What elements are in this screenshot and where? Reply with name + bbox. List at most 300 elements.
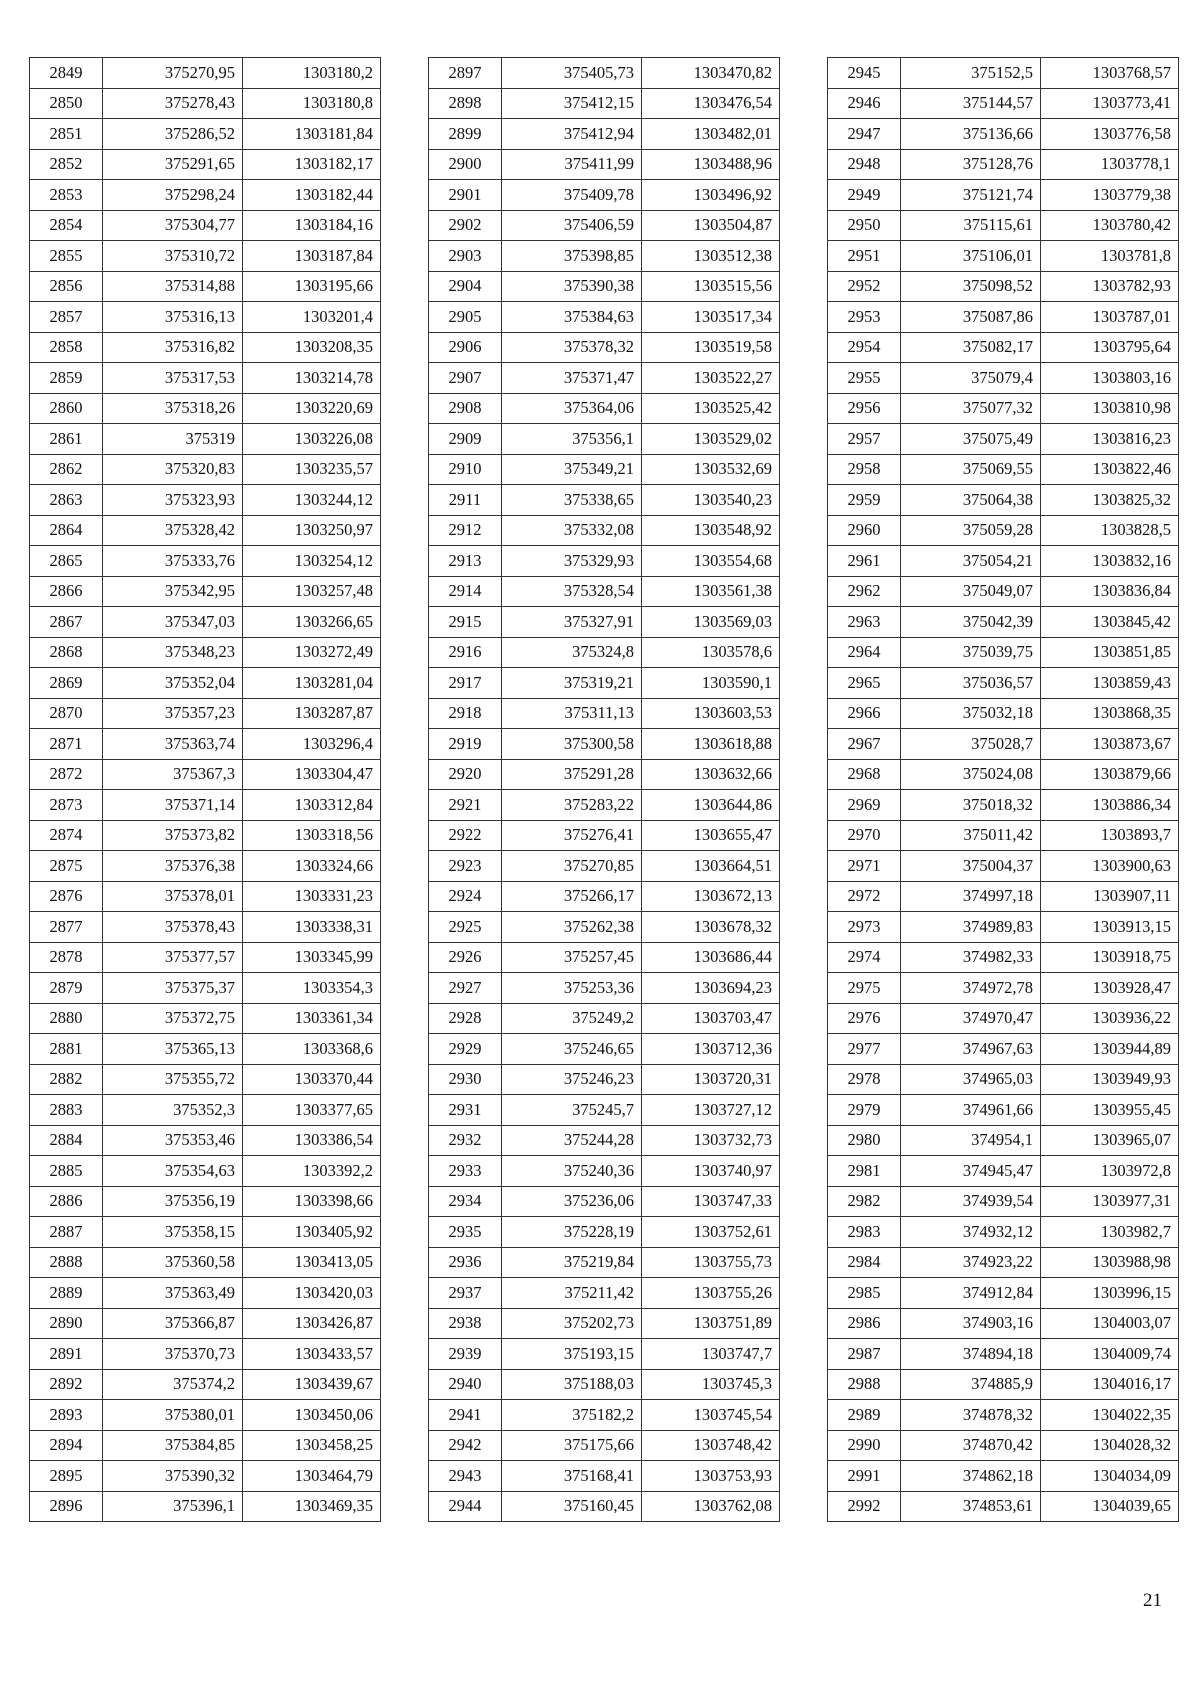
x-coordinate-cell: 374903,16 [901, 1308, 1041, 1339]
y-coordinate-cell: 1303361,34 [243, 1003, 381, 1034]
y-coordinate-cell: 1303257,48 [243, 576, 381, 607]
point-number-cell: 2879 [30, 973, 103, 1004]
point-number-cell: 2970 [828, 820, 901, 851]
point-number-cell: 2897 [429, 58, 502, 89]
point-number-cell: 2854 [30, 210, 103, 241]
point-number-cell: 2898 [429, 88, 502, 119]
y-coordinate-cell: 1303392,2 [243, 1156, 381, 1187]
table-row [429, 637, 780, 668]
x-coordinate-cell: 375406,59 [502, 210, 642, 241]
y-coordinate-cell: 1303470,82 [642, 58, 780, 89]
y-coordinate-cell: 1303803,16 [1041, 363, 1179, 394]
x-coordinate-cell: 375283,22 [502, 790, 642, 821]
table-row [429, 1400, 780, 1431]
y-coordinate-cell: 1303868,35 [1041, 698, 1179, 729]
point-number-cell: 2925 [429, 912, 502, 943]
x-coordinate-cell: 375262,38 [502, 912, 642, 943]
x-coordinate-cell: 375188,03 [502, 1369, 642, 1400]
x-coordinate-cell: 375314,88 [103, 271, 243, 302]
y-coordinate-cell: 1303851,85 [1041, 637, 1179, 668]
x-coordinate-cell: 375352,04 [103, 668, 243, 699]
table-row [30, 1064, 381, 1095]
y-coordinate-cell: 1303678,32 [642, 912, 780, 943]
y-coordinate-cell: 1303644,86 [642, 790, 780, 821]
y-coordinate-cell: 1304039,65 [1041, 1491, 1179, 1522]
point-number-cell: 2954 [828, 332, 901, 363]
point-number-cell: 2888 [30, 1247, 103, 1278]
point-number-cell: 2849 [30, 58, 103, 89]
table-row [30, 1095, 381, 1126]
point-number-cell: 2973 [828, 912, 901, 943]
table-row [429, 1491, 780, 1522]
y-coordinate-cell: 1303522,27 [642, 363, 780, 394]
table-row [429, 1461, 780, 1492]
x-coordinate-cell: 375348,23 [103, 637, 243, 668]
x-coordinate-cell: 375028,7 [901, 729, 1041, 760]
x-coordinate-cell: 375365,13 [103, 1034, 243, 1065]
table-row [828, 241, 1179, 272]
point-number-cell: 2989 [828, 1400, 901, 1431]
x-coordinate-cell: 375384,85 [103, 1430, 243, 1461]
table-row [30, 881, 381, 912]
y-coordinate-cell: 1303928,47 [1041, 973, 1179, 1004]
point-number-cell: 2862 [30, 454, 103, 485]
y-coordinate-cell: 1303740,97 [642, 1156, 780, 1187]
table-row [828, 637, 1179, 668]
point-number-cell: 2857 [30, 302, 103, 333]
table-row [429, 546, 780, 577]
table-row [429, 1125, 780, 1156]
x-coordinate-cell: 375347,03 [103, 607, 243, 638]
x-coordinate-cell: 375378,43 [103, 912, 243, 943]
x-coordinate-cell: 374885,9 [901, 1369, 1041, 1400]
table-row [828, 881, 1179, 912]
table-row [30, 698, 381, 729]
x-coordinate-cell: 375121,74 [901, 180, 1041, 211]
x-coordinate-cell: 375240,36 [502, 1156, 642, 1187]
x-coordinate-cell: 375356,1 [502, 424, 642, 455]
x-coordinate-cell: 375069,55 [901, 454, 1041, 485]
y-coordinate-cell: 1303762,08 [642, 1491, 780, 1522]
table-row [30, 576, 381, 607]
table-row [429, 241, 780, 272]
x-coordinate-cell: 375236,06 [502, 1186, 642, 1217]
point-number-cell: 2893 [30, 1400, 103, 1431]
x-coordinate-cell: 375310,72 [103, 241, 243, 272]
table-row [429, 363, 780, 394]
y-coordinate-cell: 1303226,08 [243, 424, 381, 455]
y-coordinate-cell: 1303180,8 [243, 88, 381, 119]
point-number-cell: 2967 [828, 729, 901, 760]
table-row [828, 149, 1179, 180]
point-number-cell: 2943 [429, 1461, 502, 1492]
point-number-cell: 2952 [828, 271, 901, 302]
x-coordinate-cell: 375390,32 [103, 1461, 243, 1492]
x-coordinate-cell: 375291,65 [103, 149, 243, 180]
point-number-cell: 2874 [30, 820, 103, 851]
x-coordinate-cell: 375011,42 [901, 820, 1041, 851]
table-row [828, 1095, 1179, 1126]
point-number-cell: 2856 [30, 271, 103, 302]
point-number-cell: 2959 [828, 485, 901, 516]
x-coordinate-cell: 375036,57 [901, 668, 1041, 699]
y-coordinate-cell: 1303988,98 [1041, 1247, 1179, 1278]
y-coordinate-cell: 1303787,01 [1041, 302, 1179, 333]
y-coordinate-cell: 1303488,96 [642, 149, 780, 180]
point-number-cell: 2869 [30, 668, 103, 699]
x-coordinate-cell: 375318,26 [103, 393, 243, 424]
x-coordinate-cell: 375378,32 [502, 332, 642, 363]
table-row [429, 1339, 780, 1370]
table-row [30, 668, 381, 699]
table-row [429, 668, 780, 699]
y-coordinate-cell: 1303955,45 [1041, 1095, 1179, 1126]
table-row [828, 1491, 1179, 1522]
point-number-cell: 2914 [429, 576, 502, 607]
x-coordinate-cell: 375257,45 [502, 942, 642, 973]
x-coordinate-cell: 375054,21 [901, 546, 1041, 577]
table-row [429, 424, 780, 455]
point-number-cell: 2871 [30, 729, 103, 760]
x-coordinate-cell: 375115,61 [901, 210, 1041, 241]
x-coordinate-cell: 375278,43 [103, 88, 243, 119]
x-coordinate-cell: 375356,19 [103, 1186, 243, 1217]
point-number-cell: 2883 [30, 1095, 103, 1126]
y-coordinate-cell: 1303377,65 [243, 1095, 381, 1126]
y-coordinate-cell: 1303618,88 [642, 729, 780, 760]
coordinate-table-1 [29, 57, 381, 1522]
page-number: 21 [1143, 1590, 1162, 1611]
table-row [429, 1003, 780, 1034]
point-number-cell: 2889 [30, 1278, 103, 1309]
table-row [429, 393, 780, 424]
y-coordinate-cell: 1303519,58 [642, 332, 780, 363]
y-coordinate-cell: 1303517,34 [642, 302, 780, 333]
point-number-cell: 2913 [429, 546, 502, 577]
table-row [30, 1400, 381, 1431]
table-row [30, 1217, 381, 1248]
table-row [30, 241, 381, 272]
point-number-cell: 2864 [30, 515, 103, 546]
x-coordinate-cell: 374923,22 [901, 1247, 1041, 1278]
x-coordinate-cell: 375338,65 [502, 485, 642, 516]
x-coordinate-cell: 375144,57 [901, 88, 1041, 119]
y-coordinate-cell: 1303287,87 [243, 698, 381, 729]
table-row [429, 1217, 780, 1248]
table-row [30, 302, 381, 333]
x-coordinate-cell: 375193,15 [502, 1339, 642, 1370]
table-row [30, 180, 381, 211]
x-coordinate-cell: 375358,15 [103, 1217, 243, 1248]
y-coordinate-cell: 1303873,67 [1041, 729, 1179, 760]
x-coordinate-cell: 375360,58 [103, 1247, 243, 1278]
x-coordinate-cell: 375249,2 [502, 1003, 642, 1034]
table-row [429, 820, 780, 851]
y-coordinate-cell: 1303554,68 [642, 546, 780, 577]
table-row [429, 58, 780, 89]
table-row [429, 485, 780, 516]
x-coordinate-cell: 375323,93 [103, 485, 243, 516]
y-coordinate-cell: 1303694,23 [642, 973, 780, 1004]
y-coordinate-cell: 1303590,1 [642, 668, 780, 699]
table-row [828, 180, 1179, 211]
point-number-cell: 2991 [828, 1461, 901, 1492]
table-row [828, 1156, 1179, 1187]
table-row [828, 271, 1179, 302]
point-number-cell: 2930 [429, 1064, 502, 1095]
table-row [30, 973, 381, 1004]
point-number-cell: 2903 [429, 241, 502, 272]
point-number-cell: 2941 [429, 1400, 502, 1431]
point-number-cell: 2972 [828, 881, 901, 912]
y-coordinate-cell: 1303476,54 [642, 88, 780, 119]
table-row [828, 302, 1179, 333]
table-row [30, 149, 381, 180]
point-number-cell: 2899 [429, 119, 502, 150]
point-number-cell: 2940 [429, 1369, 502, 1400]
point-number-cell: 2905 [429, 302, 502, 333]
y-coordinate-cell: 1303845,42 [1041, 607, 1179, 638]
y-coordinate-cell: 1303214,78 [243, 363, 381, 394]
point-number-cell: 2960 [828, 515, 901, 546]
table-row [429, 790, 780, 821]
point-number-cell: 2990 [828, 1430, 901, 1461]
x-coordinate-cell: 375270,95 [103, 58, 243, 89]
point-number-cell: 2933 [429, 1156, 502, 1187]
y-coordinate-cell: 1303747,7 [642, 1339, 780, 1370]
point-number-cell: 2988 [828, 1369, 901, 1400]
table-row [429, 1095, 780, 1126]
table-row [828, 363, 1179, 394]
x-coordinate-cell: 375384,63 [502, 302, 642, 333]
table-row [429, 88, 780, 119]
point-number-cell: 2902 [429, 210, 502, 241]
table-row [429, 180, 780, 211]
x-coordinate-cell: 374912,84 [901, 1278, 1041, 1309]
y-coordinate-cell: 1303776,58 [1041, 119, 1179, 150]
x-coordinate-cell: 375253,36 [502, 973, 642, 1004]
y-coordinate-cell: 1303755,26 [642, 1278, 780, 1309]
y-coordinate-cell: 1303482,01 [642, 119, 780, 150]
point-number-cell: 2873 [30, 790, 103, 821]
table-row [30, 790, 381, 821]
x-coordinate-cell: 375366,87 [103, 1308, 243, 1339]
y-coordinate-cell: 1303732,73 [642, 1125, 780, 1156]
y-coordinate-cell: 1303254,12 [243, 546, 381, 577]
x-coordinate-cell: 375398,85 [502, 241, 642, 272]
table-row [429, 271, 780, 302]
y-coordinate-cell: 1303745,3 [642, 1369, 780, 1400]
point-number-cell: 2966 [828, 698, 901, 729]
x-coordinate-cell: 375363,74 [103, 729, 243, 760]
table-row [828, 820, 1179, 851]
x-coordinate-cell: 375364,06 [502, 393, 642, 424]
point-number-cell: 2927 [429, 973, 502, 1004]
x-coordinate-cell: 374989,83 [901, 912, 1041, 943]
table-row [429, 1156, 780, 1187]
point-number-cell: 2974 [828, 942, 901, 973]
point-number-cell: 2859 [30, 363, 103, 394]
point-number-cell: 2896 [30, 1491, 103, 1522]
table-row [828, 1430, 1179, 1461]
x-coordinate-cell: 375333,76 [103, 546, 243, 577]
x-coordinate-cell: 375246,23 [502, 1064, 642, 1095]
table-row [30, 119, 381, 150]
table-row [30, 607, 381, 638]
table-row [828, 576, 1179, 607]
table-row [429, 759, 780, 790]
x-coordinate-cell: 375064,38 [901, 485, 1041, 516]
table-row [429, 1369, 780, 1400]
y-coordinate-cell: 1303324,66 [243, 851, 381, 882]
y-coordinate-cell: 1303529,02 [642, 424, 780, 455]
table-row [429, 1247, 780, 1278]
point-number-cell: 2976 [828, 1003, 901, 1034]
table-row [30, 1003, 381, 1034]
point-number-cell: 2850 [30, 88, 103, 119]
table-row [828, 942, 1179, 973]
table-row [828, 668, 1179, 699]
x-coordinate-cell: 375354,63 [103, 1156, 243, 1187]
table-row [30, 1034, 381, 1065]
x-coordinate-cell: 375380,01 [103, 1400, 243, 1431]
x-coordinate-cell: 375245,7 [502, 1095, 642, 1126]
y-coordinate-cell: 1303977,31 [1041, 1186, 1179, 1217]
y-coordinate-cell: 1303569,03 [642, 607, 780, 638]
table-row [429, 1064, 780, 1095]
table-row [30, 637, 381, 668]
x-coordinate-cell: 375375,37 [103, 973, 243, 1004]
y-coordinate-cell: 1303778,1 [1041, 149, 1179, 180]
table-row [828, 1369, 1179, 1400]
point-number-cell: 2877 [30, 912, 103, 943]
table-row [30, 271, 381, 302]
point-number-cell: 2855 [30, 241, 103, 272]
point-number-cell: 2934 [429, 1186, 502, 1217]
y-coordinate-cell: 1303420,03 [243, 1278, 381, 1309]
y-coordinate-cell: 1303822,46 [1041, 454, 1179, 485]
point-number-cell: 2945 [828, 58, 901, 89]
y-coordinate-cell: 1303368,6 [243, 1034, 381, 1065]
y-coordinate-cell: 1303936,22 [1041, 1003, 1179, 1034]
y-coordinate-cell: 1303496,92 [642, 180, 780, 211]
x-coordinate-cell: 375374,2 [103, 1369, 243, 1400]
y-coordinate-cell: 1303426,87 [243, 1308, 381, 1339]
table-row [828, 1278, 1179, 1309]
x-coordinate-cell: 374894,18 [901, 1339, 1041, 1370]
table-row [828, 1308, 1179, 1339]
y-coordinate-cell: 1303747,33 [642, 1186, 780, 1217]
point-number-cell: 2852 [30, 149, 103, 180]
x-coordinate-cell: 375355,72 [103, 1064, 243, 1095]
y-coordinate-cell: 1303632,66 [642, 759, 780, 790]
y-coordinate-cell: 1303184,16 [243, 210, 381, 241]
y-coordinate-cell: 1303304,47 [243, 759, 381, 790]
y-coordinate-cell: 1303751,89 [642, 1308, 780, 1339]
x-coordinate-cell: 375175,66 [502, 1430, 642, 1461]
table-row [30, 1186, 381, 1217]
y-coordinate-cell: 1304016,17 [1041, 1369, 1179, 1400]
table-row [429, 302, 780, 333]
y-coordinate-cell: 1303703,47 [642, 1003, 780, 1034]
table-row [828, 88, 1179, 119]
table-row [429, 1430, 780, 1461]
x-coordinate-cell: 374853,61 [901, 1491, 1041, 1522]
table-row [429, 607, 780, 638]
table-row [828, 1217, 1179, 1248]
x-coordinate-cell: 374982,33 [901, 942, 1041, 973]
table-row [828, 1339, 1179, 1370]
point-number-cell: 2872 [30, 759, 103, 790]
table-row [30, 729, 381, 760]
point-number-cell: 2924 [429, 881, 502, 912]
y-coordinate-cell: 1303515,56 [642, 271, 780, 302]
point-number-cell: 2938 [429, 1308, 502, 1339]
point-number-cell: 2935 [429, 1217, 502, 1248]
table-row [828, 210, 1179, 241]
y-coordinate-cell: 1303386,54 [243, 1125, 381, 1156]
y-coordinate-cell: 1303745,54 [642, 1400, 780, 1431]
point-number-cell: 2917 [429, 668, 502, 699]
x-coordinate-cell: 374870,42 [901, 1430, 1041, 1461]
table-row [429, 729, 780, 760]
table-row [828, 58, 1179, 89]
table-row [429, 149, 780, 180]
point-number-cell: 2981 [828, 1156, 901, 1187]
table-row [828, 851, 1179, 882]
y-coordinate-cell: 1303753,93 [642, 1461, 780, 1492]
x-coordinate-cell: 375300,58 [502, 729, 642, 760]
table-row [30, 546, 381, 577]
y-coordinate-cell: 1303354,3 [243, 973, 381, 1004]
table-row [429, 1034, 780, 1065]
x-coordinate-cell: 375378,01 [103, 881, 243, 912]
table-row [30, 1491, 381, 1522]
x-coordinate-cell: 375082,17 [901, 332, 1041, 363]
point-number-cell: 2915 [429, 607, 502, 638]
table-row [30, 1430, 381, 1461]
x-coordinate-cell: 375182,2 [502, 1400, 642, 1431]
x-coordinate-cell: 375367,3 [103, 759, 243, 790]
y-coordinate-cell: 1303879,66 [1041, 759, 1179, 790]
table-row [828, 759, 1179, 790]
y-coordinate-cell: 1303859,43 [1041, 668, 1179, 699]
y-coordinate-cell: 1303318,56 [243, 820, 381, 851]
x-coordinate-cell: 375106,01 [901, 241, 1041, 272]
x-coordinate-cell: 375357,23 [103, 698, 243, 729]
table-row [828, 393, 1179, 424]
table-row [30, 515, 381, 546]
y-coordinate-cell: 1303464,79 [243, 1461, 381, 1492]
y-coordinate-cell: 1303272,49 [243, 637, 381, 668]
x-coordinate-cell: 375376,38 [103, 851, 243, 882]
y-coordinate-cell: 1303398,66 [243, 1186, 381, 1217]
x-coordinate-cell: 375304,77 [103, 210, 243, 241]
table-row [429, 881, 780, 912]
point-number-cell: 2958 [828, 454, 901, 485]
x-coordinate-cell: 375311,13 [502, 698, 642, 729]
x-coordinate-cell: 375324,8 [502, 637, 642, 668]
point-number-cell: 2969 [828, 790, 901, 821]
point-number-cell: 2894 [30, 1430, 103, 1461]
x-coordinate-cell: 375319 [103, 424, 243, 455]
x-coordinate-cell: 375320,83 [103, 454, 243, 485]
x-coordinate-cell: 375004,37 [901, 851, 1041, 882]
y-coordinate-cell: 1303235,57 [243, 454, 381, 485]
point-number-cell: 2979 [828, 1095, 901, 1126]
point-number-cell: 2985 [828, 1278, 901, 1309]
x-coordinate-cell: 375371,14 [103, 790, 243, 821]
